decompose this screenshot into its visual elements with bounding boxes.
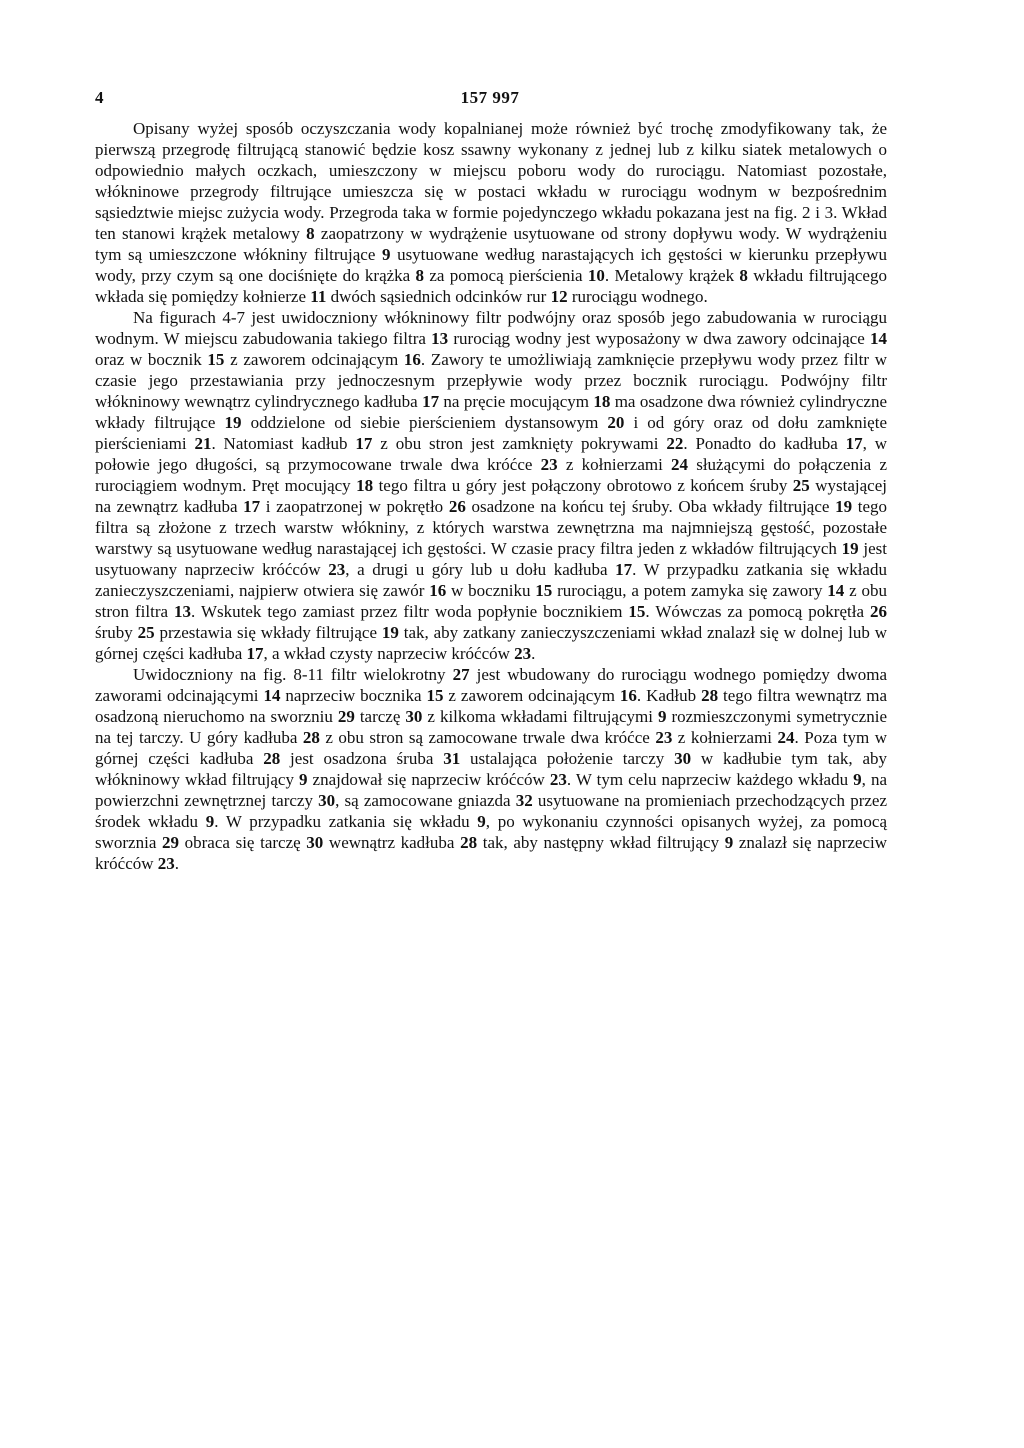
text-run: osadzone na końcu tej śruby. Oba wkłady filtrujące	[465, 497, 836, 516]
reference-numeral: 19	[835, 497, 853, 516]
text-run: . Poza tym w górnej części kadłuba	[95, 728, 887, 768]
text-run: . W tym celu naprzeciw każdego wkładu	[566, 770, 854, 789]
reference-numeral: 19	[841, 539, 859, 558]
text-run: Uwidoczniony na fig. 8-11 filtr wielokrotny	[133, 665, 453, 684]
text-run: tarczę	[354, 707, 406, 726]
text-run: , a drugi u góry lub u dołu kadłuba	[345, 560, 616, 579]
text-run: rurociąg wodny jest wyposażony w dwa zawory odcinające	[448, 329, 870, 348]
reference-numeral: 14	[827, 581, 845, 600]
text-run: śruby	[95, 623, 138, 642]
text-run: jest osadzona śruba	[280, 749, 444, 768]
reference-numeral: 14	[263, 686, 281, 705]
text-run: z zaworem odcinającym	[443, 686, 620, 705]
text-run: tego filtra są złożone z trzech warstw włókniny, z których warstwa zewnętrzna ma najmniejszą gęstość, pozostałe warstwy są usytuowane według narastającej ich gęstości. W czasie pracy filtra jeden z wkładów filtrujących	[95, 497, 887, 558]
patent-number: 157 997	[460, 88, 520, 107]
reference-numeral: 27	[452, 665, 470, 684]
text-run: , po wykonaniu czynności opisanych wyżej, za pomocą sworznia	[95, 812, 887, 852]
paragraph	[95, 307, 887, 664]
reference-numeral: 17	[422, 392, 440, 411]
reference-numeral: 28	[263, 749, 281, 768]
text-run: z zaworem odcinającym	[224, 350, 404, 369]
text-run: . Kadłub	[636, 686, 702, 705]
text-run: w kadłubie tym tak, aby włókninowy wkład filtrujący	[95, 749, 888, 789]
reference-numeral: 26	[870, 602, 887, 621]
reference-numeral: 30	[674, 749, 692, 768]
text-run: z kołnierzami	[672, 728, 778, 747]
reference-numeral: 28	[701, 686, 719, 705]
reference-numeral: 23	[655, 728, 673, 747]
text-run: naprzeciw bocznika	[280, 686, 427, 705]
text-run: ma osadzone dwa również cylindryczne wkłady filtrujące	[95, 392, 887, 432]
text-run: za pomocą pierścienia	[424, 266, 588, 285]
text-run: z kilkoma wkładami filtrującymi	[422, 707, 658, 726]
text-run: . Zawory te umożliwiają zamknięcie przepływu wody przez filtr w czasie jego przestawiania przy jednoczesnym przepływie wody przez bocznik rurociągu. Podwójny filtr włókninowy wewnątrz cylindrycznego kadłuba	[95, 350, 888, 411]
text-run: w boczniku	[446, 581, 536, 600]
reference-numeral: 15	[426, 686, 444, 705]
text-run: rozmieszczonymi symetrycznie na tej tarczy. U góry kadłuba	[95, 707, 887, 747]
reference-numeral: 23	[514, 644, 532, 663]
reference-numeral: 30	[405, 707, 423, 726]
text-run: wystającej na zewnątrz kadłuba	[95, 476, 887, 516]
reference-numeral: 12	[550, 287, 568, 306]
text-run: . Natomiast kadłub	[211, 434, 356, 453]
reference-numeral: 29	[337, 707, 355, 726]
reference-numeral: 9	[724, 833, 734, 852]
text-run: rurociągu, a potem zamyka się zawory	[552, 581, 828, 600]
reference-numeral: 13	[431, 329, 449, 348]
reference-numeral: 14	[870, 329, 887, 348]
reference-numeral: 9	[477, 812, 486, 831]
text-run: służącymi do połączenia z rurociągiem wodnym. Pręt mocujący	[95, 455, 887, 495]
reference-numeral: 9	[853, 770, 862, 789]
page-number: 4	[95, 88, 104, 107]
text-run: jest usytuowany naprzeciw króćców	[95, 539, 888, 579]
text-run: dwóch sąsiednich odcinków rur	[326, 287, 551, 306]
reference-numeral: 23	[157, 854, 175, 873]
paragraph	[95, 664, 887, 874]
text-run: . W przypadku zatkania się wkładu zanieczyszczeniami, najpierw otwiera się zawór	[95, 560, 887, 600]
reference-numeral: 30	[318, 791, 336, 810]
text-run: tak, aby zatkany zanieczyszczeniami wkład znalazł się w dolnej lub w górnej części kadłuba	[95, 623, 888, 663]
text-run: .	[174, 854, 180, 873]
text-run: i od góry oraz od dołu zamknięte pierścieniami	[95, 413, 887, 453]
reference-numeral: 19	[381, 623, 399, 642]
text-run: na pręcie mocującym	[439, 392, 594, 411]
reference-numeral: 15	[535, 581, 553, 600]
reference-numeral: 16	[429, 581, 447, 600]
reference-numeral: 23	[540, 455, 558, 474]
reference-numeral: 15	[628, 602, 646, 621]
reference-numeral: 13	[174, 602, 192, 621]
text-run: oddzielone od siebie pierścieniem dystansowym	[241, 413, 608, 432]
text-run: zaopatrzony w wydrążenie usytuowane od strony dopływu wody. W wydrążeniu tym są umieszczone włókniny filtrujące	[95, 224, 887, 264]
text-run: , a wkład czysty naprzeciw króćców	[263, 644, 515, 663]
reference-numeral: 25	[792, 476, 810, 495]
text-run: . Wówczas za pomocą pokrętła	[645, 602, 870, 621]
reference-numeral: 17	[246, 644, 264, 663]
reference-numeral: 17	[355, 434, 373, 453]
reference-numeral: 25	[137, 623, 155, 642]
text-run: tego filtra u góry jest połączony obrotowo z końcem śruby	[373, 476, 793, 495]
text-run: usytuowane na promieniach przechodzących przez środek wkładu	[95, 791, 888, 831]
reference-numeral: 23	[549, 770, 567, 789]
text-run: z obu stron jest zamknięty pokrywami	[372, 434, 667, 453]
text-run: jest wbudowany do rurociągu wodnego pomiędzy dwoma zaworami odcinającymi	[95, 665, 888, 705]
text-run: wewnątrz kadłuba	[323, 833, 461, 852]
reference-numeral: 29	[162, 833, 180, 852]
text-run: rurociągu wodnego.	[567, 287, 708, 306]
text-run: i zaopatrzonej w pokrętło	[260, 497, 449, 516]
reference-numeral: 17	[243, 497, 261, 516]
text-run: tak, aby następny wkład filtrujący	[477, 833, 725, 852]
text-run: z obu stron są zamocowane trwale dwa króćce	[319, 728, 656, 747]
text-run: . Ponadto do kadłuba	[683, 434, 846, 453]
reference-numeral: 8	[306, 224, 315, 243]
reference-numeral: 24	[777, 728, 795, 747]
reference-numeral: 24	[671, 455, 689, 474]
reference-numeral: 21	[194, 434, 212, 453]
reference-numeral: 9	[205, 812, 215, 831]
text-run: . Wskutek tego zamiast przez filtr woda popłynie bocznikiem	[191, 602, 629, 621]
reference-numeral: 17	[845, 434, 863, 453]
reference-numeral: 32	[515, 791, 533, 810]
reference-numeral: 10	[587, 266, 605, 285]
text-run: , są zamocowane gniazda	[335, 791, 516, 810]
text-run: znajdował się naprzeciw króćców	[307, 770, 550, 789]
text-run: , w połowie jego długości, są przymocowane trwale dwa króćce	[95, 434, 887, 474]
reference-numeral: 16	[619, 686, 637, 705]
reference-numeral: 30	[306, 833, 324, 852]
text-run: . Metalowy krążek	[604, 266, 740, 285]
reference-numeral: 15	[207, 350, 225, 369]
text-run: Na figurach 4-7 jest uwidoczniony włókninowy filtr podwójny oraz sposób jego zabudowania w rurociągu wodnym. W miejscu zabudowania takiego filtra	[95, 308, 887, 348]
reference-numeral: 16	[403, 350, 421, 369]
reference-numeral: 26	[448, 497, 466, 516]
reference-numeral: 22	[666, 434, 684, 453]
text-run: ustalająca położenie tarczy	[460, 749, 675, 768]
text-run: znalazł się naprzeciw króćców	[95, 833, 888, 873]
text-run: oraz w bocznik	[95, 350, 208, 369]
reference-numeral: 18	[356, 476, 374, 495]
text-run: Opisany wyżej sposób oczyszczania wody kopalnianej może również być trochę zmodyfikowany tak, że pierwszą przegrodę filtrującą stanowić będzie kosz ssawny wykonany z jednej lub z kilku siatek metalowych o odpowiednio małych oczkach, umieszczony w miejscu poboru wody do rurociągu. Natomiast pozostałe, włókninowe przegrody filtrujące umieszcza się w postaci wkładu w rurociągu wodnym w bezpośrednim sąsiedztwie miejsc zużycia wody. Przegroda taka w formie pojedynczego wkładu pokazana jest na fig. 2 i 3. Wkład ten stanowi krążek metalowy	[95, 119, 887, 243]
text-run: usytuowane według narastających ich gęstości w kierunku przepływu wody, przy czym są one dociśnięte do krążka	[95, 245, 887, 285]
reference-numeral: 17	[615, 560, 633, 579]
reference-numeral: 23	[328, 560, 346, 579]
text-run: przestawia się wkłady filtrujące	[154, 623, 382, 642]
reference-numeral: 9	[657, 707, 667, 726]
reference-numeral: 11	[310, 287, 327, 306]
reference-numeral: 20	[607, 413, 625, 432]
text-run: , na powierzchni zewnętrznej tarczy	[95, 770, 887, 810]
reference-numeral: 9	[299, 770, 308, 789]
reference-numeral: 9	[381, 245, 391, 264]
text-run: z obu stron filtra	[95, 581, 887, 621]
reference-numeral: 8	[739, 266, 748, 285]
page-header	[95, 88, 885, 112]
reference-numeral: 31	[443, 749, 461, 768]
reference-numeral: 19	[224, 413, 242, 432]
paragraph	[95, 118, 887, 307]
text-run: .	[531, 644, 536, 663]
body-text	[95, 118, 887, 874]
reference-numeral: 8	[415, 266, 425, 285]
text-run: . W przypadku zatkania się wkładu	[214, 812, 478, 831]
text-run: z kołnierzami	[557, 455, 672, 474]
reference-numeral: 28	[460, 833, 478, 852]
text-run: obraca się tarczę	[179, 833, 307, 852]
text-run: tego filtra wewnątrz ma osadzoną nieruchomo na sworzniu	[95, 686, 887, 726]
reference-numeral: 18	[593, 392, 611, 411]
text-run: wkładu filtrującego wkłada się pomiędzy kołnierze	[95, 266, 887, 306]
reference-numeral: 28	[302, 728, 320, 747]
